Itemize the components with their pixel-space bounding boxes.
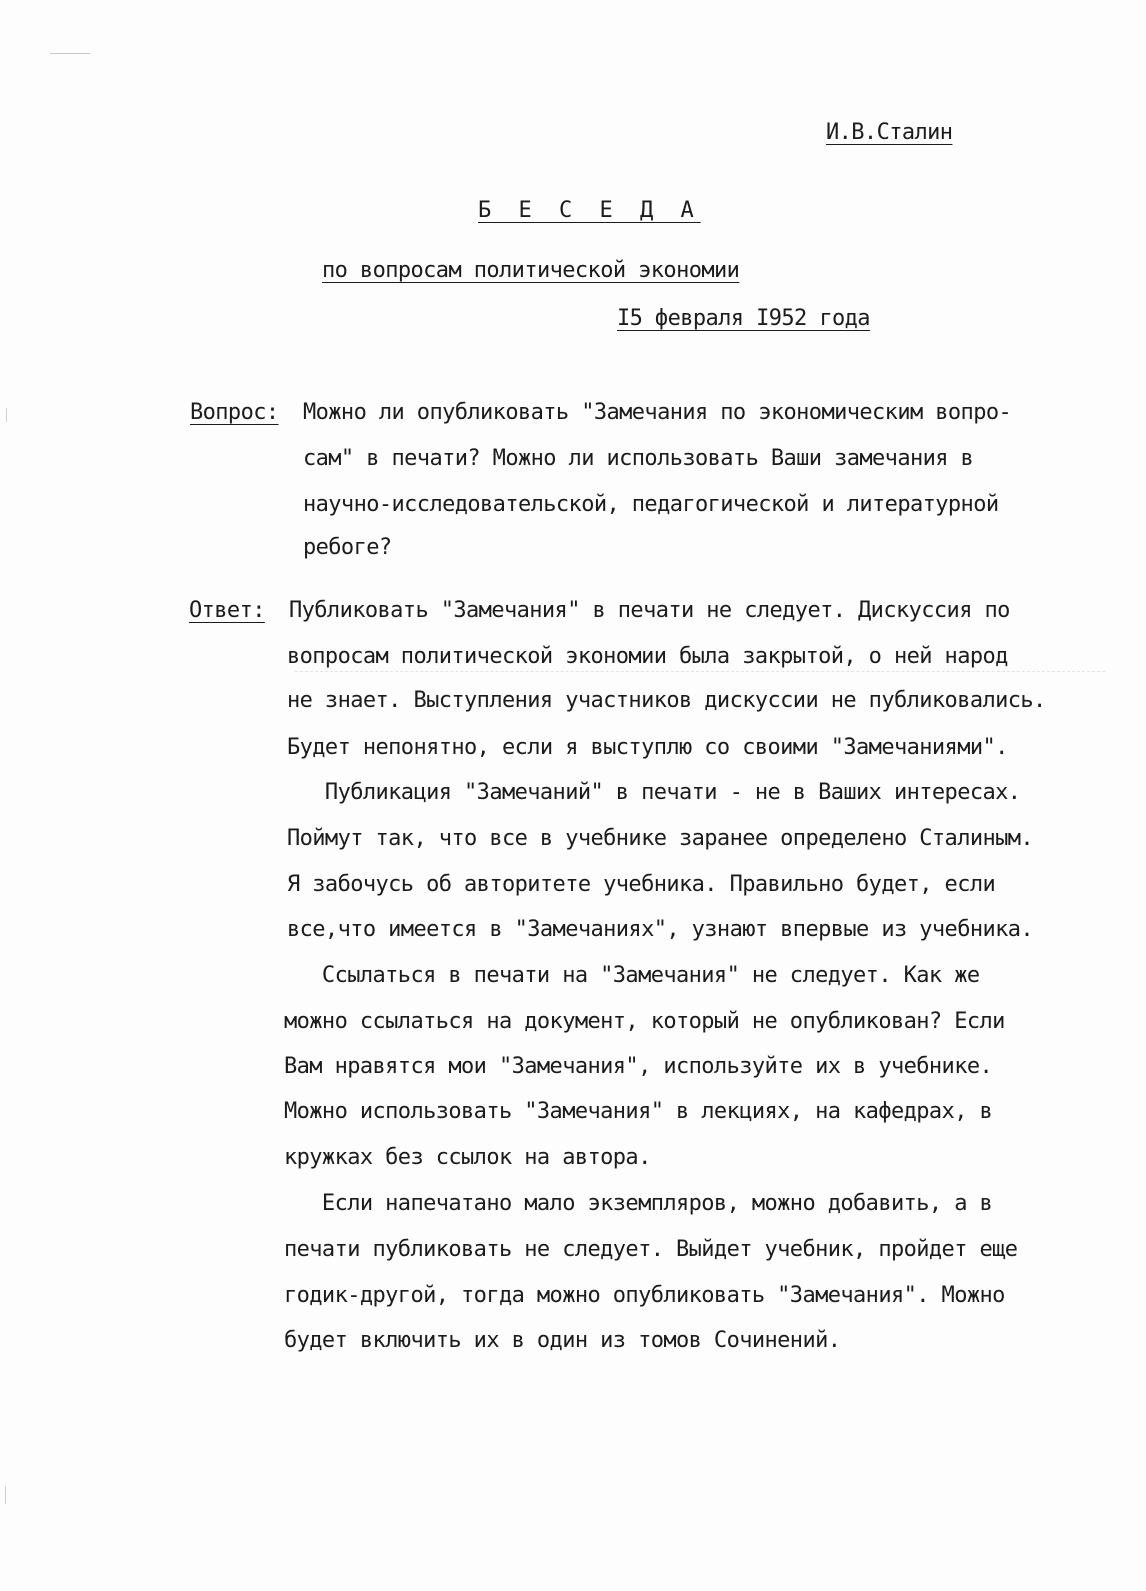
scan-mark — [6, 408, 7, 422]
answer-line: Ссылаться в печати на "Замечания" не следует. Как же — [284, 963, 980, 988]
answer-line: Публиковать "Замечания" в печати не следует. Дискуссия по — [289, 598, 1010, 623]
answer-line: Если напечатано мало экземпляров, можно добавить, а в — [284, 1191, 993, 1216]
answer-label: Ответ: — [189, 598, 265, 623]
scan-mark — [50, 53, 90, 54]
answer-line: Публикация "Замечаний" в печати - не в Ваших интересах. — [287, 780, 1021, 805]
question-line: научно-исследовательской, педагогической и литературной — [303, 492, 999, 517]
answer-line: печати публиковать не следует. Выйдет учебник, пройдет еще — [284, 1237, 1018, 1262]
answer-line: можно ссылаться на документ, который не опубликован? Если — [284, 1009, 1005, 1034]
answer-line: годик-другой, тогда можно опубликовать "Замечания". Можно — [284, 1283, 1005, 1308]
question-line: Можно ли опубликовать "Замечания по экономическим вопро- — [303, 400, 1012, 425]
answer-line: кружках без ссылок на автора. — [284, 1145, 651, 1170]
document-subtitle: по вопросам политической экономии — [322, 258, 740, 283]
bleed-through-line — [295, 671, 1105, 673]
answer-line: не знает. Выступления участников дискуссии не публиковались. — [287, 688, 1046, 713]
answer-line: будет включить их в один из томов Сочинений. — [284, 1328, 841, 1353]
answer-line: вопросам политической экономии была закрытой, о ней народ — [287, 644, 1008, 669]
answer-line: Будет непонятно, если я выступлю со своими "Замечаниями". — [287, 735, 1008, 760]
answer-line: Можно использовать "Замечания" в лекциях, на кафедрах, в — [284, 1099, 993, 1124]
answer-line: Вам нравятся мои "Замечания", используйте их в учебнике. — [284, 1054, 993, 1079]
answer-line: Поймут так, что все в учебнике заранее определено Сталиным. — [287, 826, 1034, 851]
question-line: ребоге? — [303, 535, 392, 560]
scan-mark — [5, 1486, 6, 1504]
question-label: Вопрос: — [190, 400, 279, 425]
document-author: И.В.Сталин — [826, 120, 953, 145]
document-title: Б Е С Е Д А — [478, 198, 701, 223]
question-line: сам" в печати? Можно ли использовать Ваши замечания в — [303, 446, 974, 471]
answer-line: Я забочусь об авторитете учебника. Правильно будет, если — [287, 872, 996, 897]
document-date: I5 февраля I952 года — [617, 306, 870, 331]
answer-line: все,что имеется в "Замечаниях", узнают впервые из учебника. — [287, 917, 1034, 942]
